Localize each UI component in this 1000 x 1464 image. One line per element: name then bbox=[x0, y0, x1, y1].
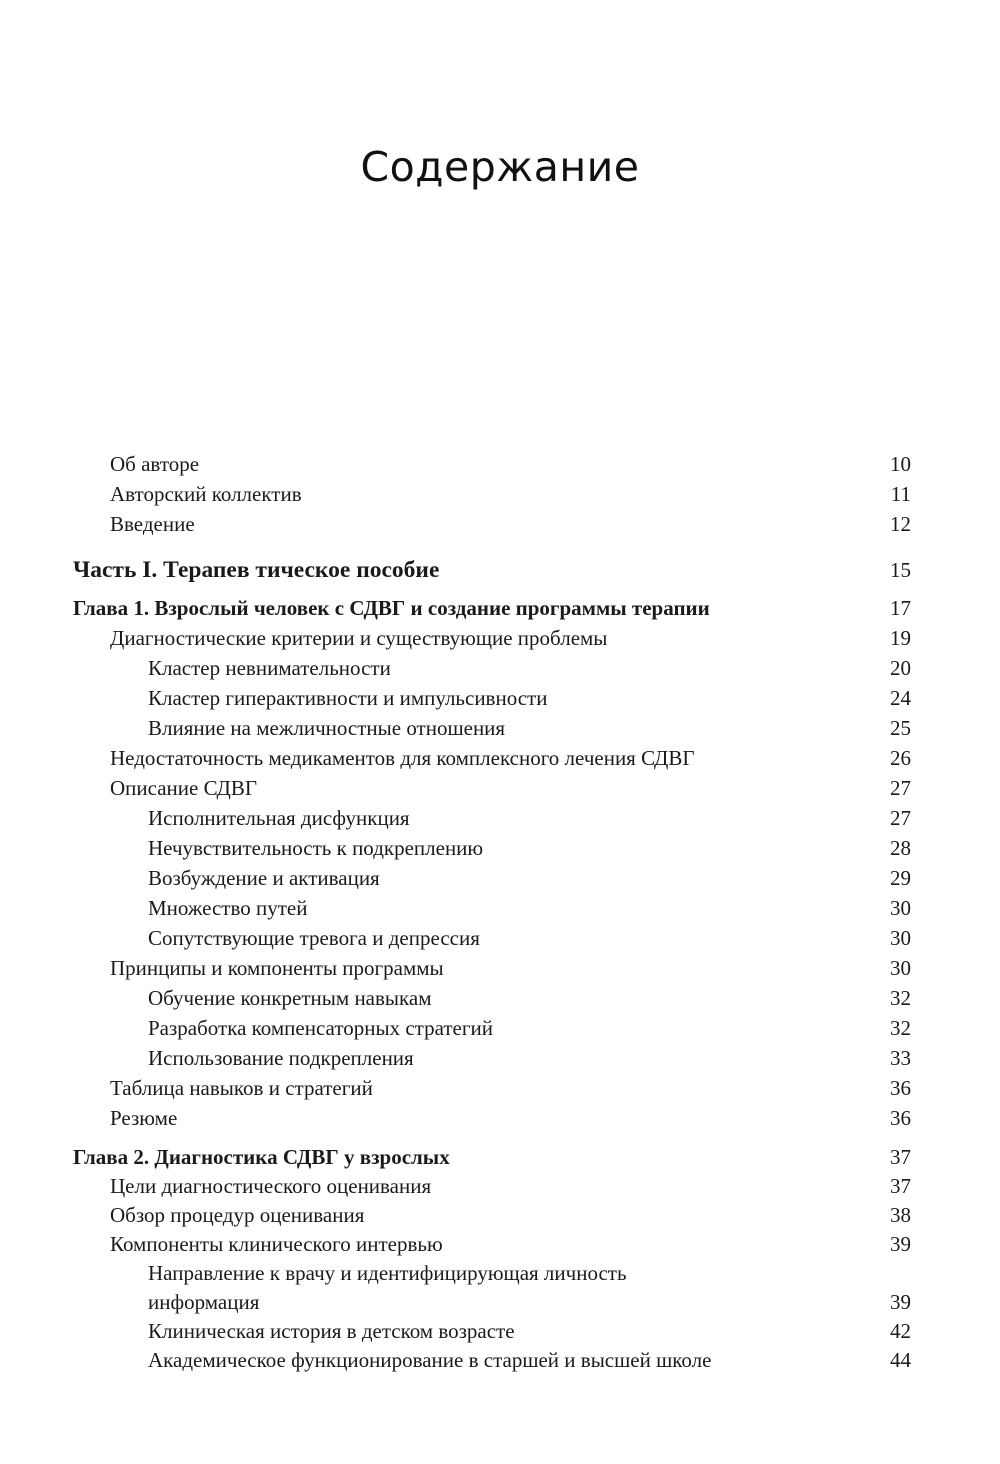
page-title: Содержание bbox=[360, 143, 640, 191]
toc-entry bbox=[0, 1074, 1000, 1103]
toc-entry bbox=[0, 804, 1000, 833]
toc-entry-title: Кластер гиперактивности и импульсивности bbox=[148, 686, 548, 710]
toc-entry bbox=[0, 1259, 1000, 1288]
toc-entry-page-number: 12 bbox=[890, 512, 911, 536]
toc-entry-title: Нечувствительность к подкреплению bbox=[148, 836, 484, 860]
toc-entry-title: Направление к врачу и идентифицирующая личность bbox=[148, 1261, 627, 1285]
toc-entry-page-number: 30 bbox=[890, 896, 911, 920]
toc-entry bbox=[0, 894, 1000, 923]
toc-entry bbox=[0, 510, 1000, 539]
toc-entry bbox=[0, 1104, 1000, 1133]
toc-entry-title: Описание СДВГ bbox=[110, 776, 258, 800]
toc-entry-title: Глава 1. Взрослый человек с СДВГ и создание программы терапии bbox=[73, 596, 710, 620]
toc-entry-page-number: 32 bbox=[890, 986, 911, 1010]
toc-entry-title: Влияние на межличностные отношения bbox=[148, 716, 506, 740]
toc-entry-page-number: 44 bbox=[890, 1348, 911, 1372]
toc-entry bbox=[0, 1288, 1000, 1317]
toc-entry bbox=[0, 1346, 1000, 1375]
toc-entry bbox=[0, 1143, 1000, 1172]
toc-entry bbox=[0, 684, 1000, 713]
toc-entry bbox=[0, 1230, 1000, 1259]
toc-entry-title: Использование подкрепления bbox=[148, 1046, 414, 1070]
toc-entry-title: Академическое функционирование в старшей и высшей школе bbox=[148, 1348, 712, 1372]
toc-entry bbox=[0, 1317, 1000, 1346]
toc-entry-title: Таблица навыков и стратегий bbox=[110, 1076, 373, 1100]
toc-entry bbox=[0, 774, 1000, 803]
toc-entry-title: Авторский коллектив bbox=[110, 482, 302, 506]
toc-entry bbox=[0, 924, 1000, 953]
toc-entry-title: Множество путей bbox=[148, 896, 308, 920]
toc-entry bbox=[0, 714, 1000, 743]
toc-entry bbox=[0, 594, 1000, 623]
toc-entry-page-number: 37 bbox=[890, 1145, 911, 1169]
toc-entry-title: информация bbox=[148, 1290, 260, 1314]
toc-entry bbox=[0, 954, 1000, 983]
toc-entry-page-number: 15 bbox=[890, 558, 911, 582]
toc-entry-page-number: 19 bbox=[890, 626, 911, 650]
toc-entry-title: Клиническая история в детском возрасте bbox=[148, 1319, 515, 1343]
toc-entry-title: Разработка компенсаторных стратегий bbox=[148, 1016, 493, 1040]
toc-entry-page-number: 11 bbox=[890, 482, 911, 506]
toc-entry-page-number: 38 bbox=[890, 1203, 911, 1227]
toc-entry-title: Принципы и компоненты программы bbox=[110, 956, 444, 980]
toc-entry bbox=[0, 1201, 1000, 1230]
toc-entry-title: Обучение конкретным навыкам bbox=[148, 986, 432, 1010]
toc-entry-page-number: 36 bbox=[890, 1076, 911, 1100]
toc-entry-page-number: 26 bbox=[890, 746, 911, 770]
toc-entry-title: Часть I. Терапев тическое пособие bbox=[73, 557, 440, 583]
toc-entry-page-number: 39 bbox=[890, 1232, 911, 1256]
toc-entry-page-number: 39 bbox=[890, 1290, 911, 1314]
toc-entry-page-number: 37 bbox=[890, 1174, 911, 1198]
toc-entry-title: Кластер невнимательности bbox=[148, 656, 391, 680]
toc-entry bbox=[0, 1044, 1000, 1073]
toc-entry bbox=[0, 556, 1000, 585]
toc-entry-title: Исполнительная дисфункция bbox=[148, 806, 410, 830]
toc-entry-page-number: 28 bbox=[890, 836, 911, 860]
toc-entry-page-number: 20 bbox=[890, 656, 911, 680]
toc-entry bbox=[0, 480, 1000, 509]
toc-entry-title: Введение bbox=[110, 512, 195, 536]
toc-entry bbox=[0, 654, 1000, 683]
toc-entry-page-number: 33 bbox=[890, 1046, 911, 1070]
toc-entry-title: Цели диагностического оценивания bbox=[110, 1174, 432, 1198]
toc-entry bbox=[0, 864, 1000, 893]
toc-entry-title: Недостаточность медикаментов для комплексного лечения СДВГ bbox=[110, 746, 695, 770]
toc-entry-page-number: 10 bbox=[890, 452, 911, 476]
toc-entry-title: Резюме bbox=[110, 1106, 178, 1130]
toc-entry-title: Сопутствующие тревога и депрессия bbox=[148, 926, 480, 950]
toc-entry-title: Глава 2. Диагностика СДВГ у взрослых bbox=[73, 1145, 450, 1169]
toc-entry-page-number: 42 bbox=[890, 1319, 911, 1343]
toc-entry bbox=[0, 450, 1000, 479]
toc-entry-title: Об авторе bbox=[110, 452, 200, 476]
toc-entry bbox=[0, 834, 1000, 863]
toc-entry bbox=[0, 624, 1000, 653]
toc-entry-title: Компоненты клинического интервью bbox=[110, 1232, 443, 1256]
toc-entry bbox=[0, 744, 1000, 773]
toc-entry-title: Возбуждение и активация bbox=[148, 866, 380, 890]
toc-entry-page-number: 17 bbox=[890, 596, 911, 620]
toc-entry-page-number: 30 bbox=[890, 926, 911, 950]
toc-entry-title: Диагностические критерии и существующие проблемы bbox=[110, 626, 608, 650]
toc-entry-page-number: 24 bbox=[890, 686, 911, 710]
toc-entry-page-number: 27 bbox=[890, 776, 911, 800]
toc-entry-page-number: 27 bbox=[890, 806, 911, 830]
toc-entry-page-number: 29 bbox=[890, 866, 911, 890]
toc-entry-page-number: 30 bbox=[890, 956, 911, 980]
toc-entry bbox=[0, 984, 1000, 1013]
toc-entry bbox=[0, 1172, 1000, 1201]
toc-entry bbox=[0, 1014, 1000, 1043]
toc-entry-page-number: 32 bbox=[890, 1016, 911, 1040]
toc-entry-title: Обзор процедур оценивания bbox=[110, 1203, 365, 1227]
toc-entry-page-number: 36 bbox=[890, 1106, 911, 1130]
toc-entry-page-number: 25 bbox=[890, 716, 911, 740]
